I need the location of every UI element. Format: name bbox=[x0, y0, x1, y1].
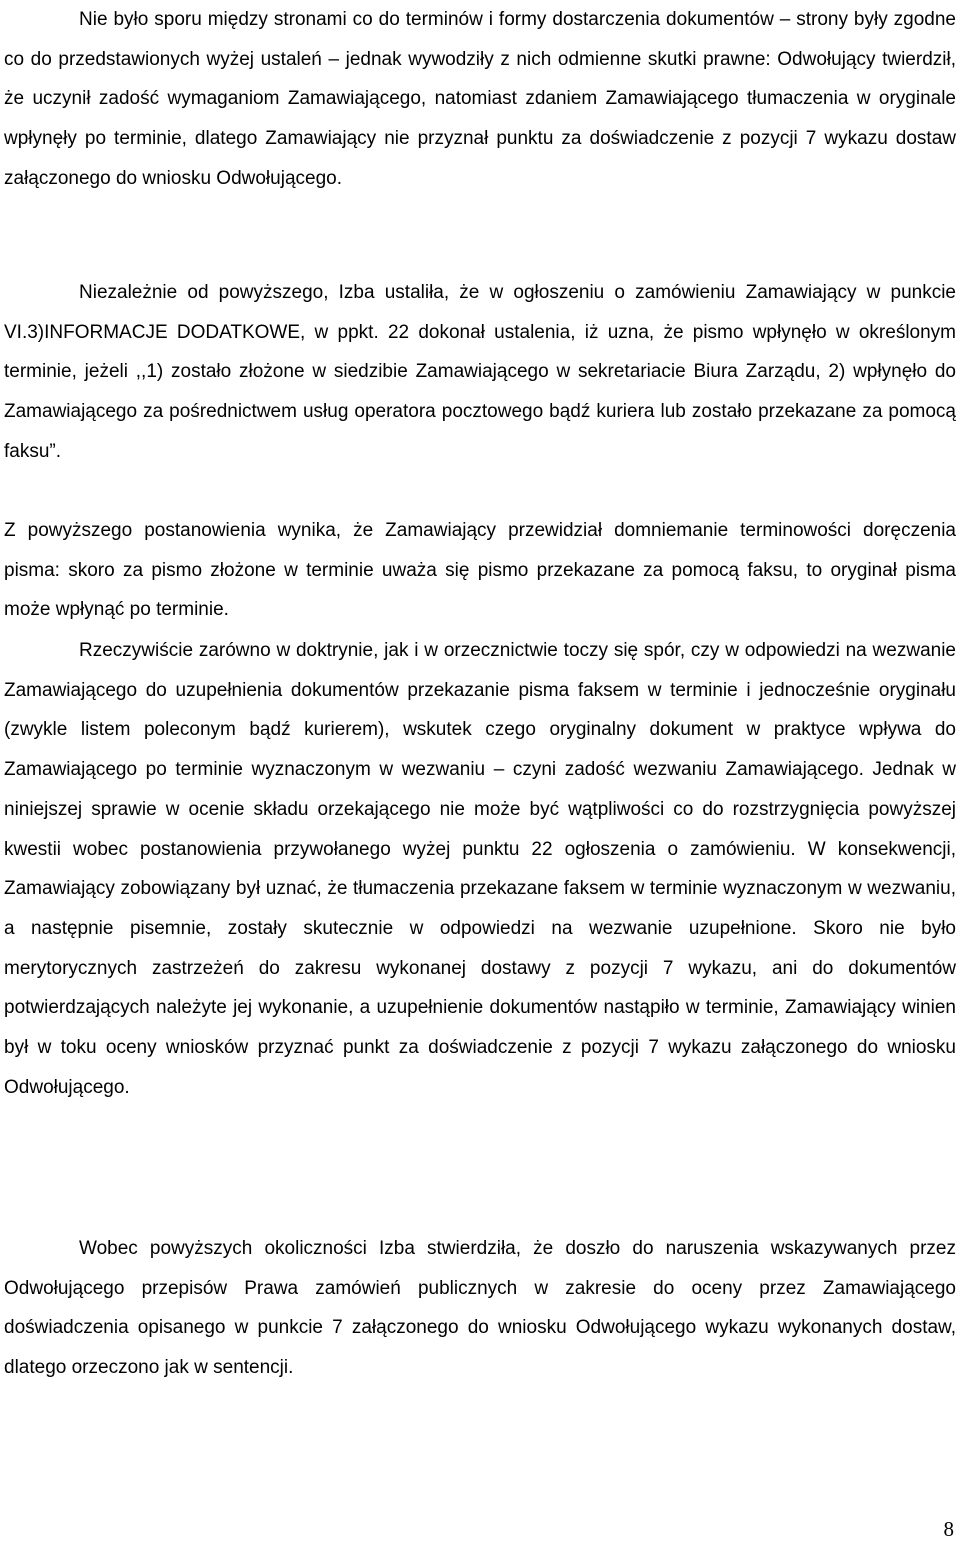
paragraph-presumption: Z powyższego postanowienia wynika, że Zamawiający przewidział domniemanie terminowości doręczenia pisma: skoro za pismo złożone w terminie uważa się pismo przekazane za pomocą faksu, to oryginał pisma może wpłynąć po terminie. bbox=[4, 520, 956, 621]
paragraph-dispute: Nie było sporu między stronami co do terminów i formy dostarczenia dokumentów – strony były zgodne co do przedstawionych wyżej ustaleń – jednak wywodziły z nich odmienne skutki prawne: Odwołujący twierdził, że uczynił zadość wymaganiom Zamawiającego, natomiast zdaniem Zamawiającego tłumaczenia w oryginale wpłynęły po terminie, dlatego Zamawiający nie przyznał punktu za doświadczenie z pozycji 7 wykazu dostaw załączonego do wniosku Odwołującego. bbox=[4, 9, 956, 189]
paragraph-doctrine: Rzeczywiście zarówno w doktrynie, jak i w orzecznictwie toczy się spór, czy w odpowiedzi na wezwanie Zamawiającego do uzupełnienia dokumentów przekazanie pisma faksem w terminie i jednocześnie oryginału (zwykle listem poleconym bądź kurierem), wskutek czego oryginalny dokument w praktyce wpływa do Zamawiającego po terminie wyznaczonym w wezwaniu – czyni zadość wezwaniu Zamawiającego. Jednak w niniejszej sprawie w ocenie składu orzekającego nie może być wątpliwości co do rozstrzygnięcia powyższej kwestii wobec postanowienia przywołanego wyżej punktu 22 ogłoszenia o zamówieniu. W konsekwencji, Zamawiający zobowiązany był uznać, że tłumaczenia przekazane faksem w terminie wyznaczonym w wezwaniu, a następnie pisemnie, zostały skutecznie w odpowiedzi na wezwanie uzupełnione. Skoro nie było merytorycznych zastrzeżeń do zakresu wykonanej dostawy z pozycji 7 wykazu, ani do dokumentów potwierdzających należyte jej wykonanie, a uzupełnienie dokumentów nastąpiło w terminie, Zamawiający winien był w toku oceny wniosków przyznać punkt za doświadczenie z pozycji 7 wykazu załączonego do wniosku Odwołującego. bbox=[4, 640, 956, 1098]
paragraph-announcement: Niezależnie od powyższego, Izba ustaliła, że w ogłoszeniu o zamówieniu Zamawiający w punkcie VI.3)INFORMACJE DODATKOWE, w ppkt. 22 dokonał ustalenia, iż uzna, że pismo wpłynęło w określonym terminie, jeżeli ,,1) zostało złożone w siedzibie Zamawiającego w sekretariacie Biura Zarządu, 2) wpłynęło do Zamawiającego za pośrednictwem usług operatora pocztowego bądź kuriera lub zostało przekazane za pomocą faksu”. bbox=[4, 282, 956, 462]
paragraph-conclusion: Wobec powyższych okoliczności Izba stwierdziła, że doszło do naruszenia wskazywanych przez Odwołującego przepisów Prawa zamówień publicznych w zakresie do oceny przez Zamawiającego doświadczenia opisanego w punkcie 7 załączonego do wniosku Odwołującego wykazu wykonanych dostaw, dlatego orzeczono jak w sentencji. bbox=[4, 1238, 956, 1379]
page-number: 8 bbox=[943, 1517, 954, 1541]
